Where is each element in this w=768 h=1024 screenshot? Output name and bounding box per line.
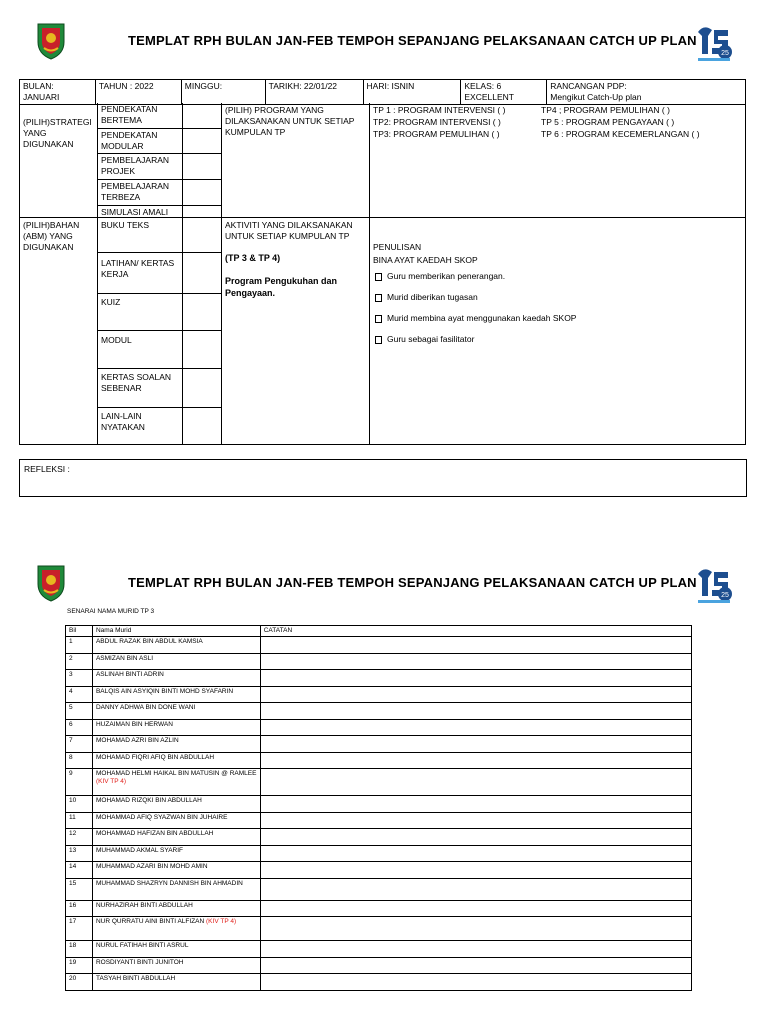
table-row — [66, 812, 692, 829]
list-title: SENARAI NAMA MURID TP 3 — [67, 608, 155, 615]
student-name: ASLINAH BINTI ADRIN — [95, 671, 164, 678]
rph-body — [19, 103, 746, 445]
strategi-item: PENDEKATAN MODULAR — [101, 130, 158, 151]
bil-cell: 7 — [66, 736, 93, 753]
table-row — [66, 829, 692, 846]
bina-ayat-heading: BINA AYAT KAEDAH SKOP — [373, 255, 478, 265]
student-name: MOHAMAD FIQRI AFIQ BIN ABDULLAH — [95, 753, 215, 761]
column-header: CATATAN — [260, 626, 691, 637]
catatan-cell[interactable] — [260, 670, 691, 687]
bil-cell: 17 — [66, 917, 93, 941]
table-row — [66, 974, 692, 991]
tp-option: TP 1 : PROGRAM INTERVENSI ( ) — [373, 105, 506, 115]
bulan-cell: BULAN: JANUARI — [20, 80, 96, 105]
catatan-cell[interactable] — [260, 703, 691, 720]
student-name: ASMIZAN BIN ASLI — [95, 654, 154, 662]
program-label: (PILIH) PROGRAM YANG DILAKSANAKAN UNTUK SETIAP KUMPULAN TP — [225, 105, 355, 137]
bil-cell: 3 — [66, 670, 93, 687]
table-row — [66, 878, 692, 900]
tsa25-logo-icon — [694, 564, 734, 606]
bahan-item: KUIZ — [101, 297, 121, 307]
tp-option: TP 6 : PROGRAM KECEMERLANGAN ( ) — [541, 129, 700, 139]
catatan-cell[interactable] — [260, 752, 691, 769]
student-name-cell — [92, 686, 260, 703]
tsa25-logo-icon — [694, 22, 734, 64]
penulisan-heading: PENULISAN — [373, 242, 422, 252]
catatan-cell[interactable] — [260, 862, 691, 879]
svg-text:25: 25 — [721, 50, 729, 57]
hari-cell: HARI: ISNIN — [363, 80, 461, 105]
student-name-cell — [92, 637, 260, 654]
rancangan-cell — [547, 80, 746, 105]
student-name: ABDUL RAZAK BIN ABDUL KAMSIA — [95, 638, 203, 645]
catatan-cell[interactable] — [260, 736, 691, 753]
student-name-cell — [92, 703, 260, 720]
table-row — [66, 736, 692, 753]
table-row — [66, 957, 692, 974]
tp-option: TP4 ; PROGRAM PEMULIHAN ( ) — [541, 105, 670, 115]
column-header: Bil — [66, 626, 93, 637]
catatan-cell[interactable] — [260, 917, 691, 941]
tp-program-list — [373, 105, 711, 139]
minggu-cell: MINGGU: — [181, 80, 265, 105]
catatan-cell[interactable] — [260, 941, 691, 958]
bullet-box-icon — [375, 336, 382, 344]
catatan-cell[interactable] — [260, 796, 691, 813]
rancangan-value: Mengikut Catch-Up plan — [550, 92, 642, 102]
tp-option: TP3: PROGRAM PEMULIHAN ( ) — [373, 129, 500, 139]
strategi-item: PENDEKATAN BERTEMA — [101, 104, 158, 125]
catatan-cell[interactable] — [260, 900, 691, 917]
student-name: TASYAH BINTI ABDULLAH — [95, 975, 176, 982]
bil-cell: 14 — [66, 862, 93, 879]
catatan-cell[interactable] — [260, 957, 691, 974]
table-row — [66, 845, 692, 862]
student-name-cell — [92, 719, 260, 736]
bullet-box-icon — [375, 294, 382, 302]
student-name-cell — [92, 736, 260, 753]
student-name-cell — [92, 917, 260, 941]
step-text: Guru memberikan penerangan. — [387, 271, 506, 281]
refleksi-box — [19, 459, 747, 497]
bil-cell: 2 — [66, 653, 93, 670]
student-name-cell — [92, 941, 260, 958]
student-name-cell — [92, 974, 260, 991]
student-name: MUHAMMAD SHAZRYN DANNISH BIN AHMADIN — [95, 879, 243, 887]
student-name: MOHAMMAD HAFIZAN BIN ABDULLAH — [95, 830, 214, 837]
table-row — [66, 703, 692, 720]
refleksi-label: REFLEKSI : — [24, 464, 70, 474]
student-name: MUHAMMAD AZARI BIN MOHD AMIN — [95, 863, 208, 870]
table-row — [66, 769, 692, 796]
school-crest-icon — [36, 22, 66, 60]
kiv-note: (KIV TP 4) — [206, 918, 237, 925]
rph-table — [19, 79, 746, 105]
aktiviti-label: AKTIVITI YANG DILAKSANAKAN UNTUK SETIAP KUMPULAN TP — [225, 220, 353, 241]
table-row — [66, 862, 692, 879]
catatan-cell[interactable] — [260, 719, 691, 736]
student-name-cell — [92, 752, 260, 769]
student-name: NURUL FATIHAH BINTI ASRUL — [95, 942, 189, 949]
catatan-cell[interactable] — [260, 686, 691, 703]
student-name: BALQIS AIN ASYIQIN BINTI MOHD SYAFARIN — [95, 687, 234, 695]
kiv-note: (KIV TP 4) — [95, 778, 127, 785]
bil-cell: 5 — [66, 703, 93, 720]
table-row — [66, 796, 692, 813]
student-name-cell — [92, 769, 260, 796]
bil-cell: 18 — [66, 941, 93, 958]
strategi-item: PEMBELAJARAN TERBEZA — [101, 181, 170, 202]
catatan-cell[interactable] — [260, 769, 691, 796]
table-row — [66, 752, 692, 769]
bil-cell: 8 — [66, 752, 93, 769]
bullet-box-icon — [375, 273, 382, 281]
school-crest-icon — [36, 564, 66, 602]
table-row — [66, 670, 692, 687]
bil-cell: 20 — [66, 974, 93, 991]
student-name: NURHAZIRAH BINTI ABDULLAH — [95, 901, 193, 909]
tp-option: TP 5 : PROGRAM PENGAYAAN ( ) — [541, 117, 675, 127]
strategi-list — [98, 103, 221, 219]
tahun-cell: TAHUN : 2022 — [95, 80, 181, 105]
student-name-cell — [92, 829, 260, 846]
student-name-cell — [92, 670, 260, 687]
student-name: NUR QURRATU AINI BINTI ALFIZAN — [95, 918, 205, 925]
tarikh-cell: TARIKH: 22/01/22 — [265, 80, 363, 105]
catatan-cell[interactable] — [260, 878, 691, 900]
table-row — [66, 719, 692, 736]
bil-cell: 11 — [66, 812, 93, 829]
svg-text:25: 25 — [721, 592, 729, 599]
bil-cell: 15 — [66, 878, 93, 900]
student-name-cell — [92, 900, 260, 917]
table-row — [66, 941, 692, 958]
student-name: MOHAMMAD AFIQ SYAZWAN BIN JUHAIRE — [95, 813, 228, 821]
student-table — [65, 625, 692, 991]
catatan-cell[interactable] — [260, 637, 691, 654]
page-title: TEMPLAT RPH BULAN JAN-FEB TEMPOH SEPANJANG PELAKSANAAN CATCH UP PLAN — [128, 33, 697, 48]
catatan-cell[interactable] — [260, 812, 691, 829]
student-name: HUZAIMAN BIN HERWAN — [95, 720, 173, 728]
table-row — [66, 686, 692, 703]
catatan-cell[interactable] — [260, 845, 691, 862]
bahan-item: BUKU TEKS — [101, 220, 150, 230]
student-name-cell — [92, 653, 260, 670]
strategi-item: PEMBELAJARAN PROJEK — [101, 155, 170, 176]
student-name-cell — [92, 878, 260, 900]
table-row — [66, 917, 692, 941]
catatan-cell[interactable] — [260, 653, 691, 670]
bil-cell: 4 — [66, 686, 93, 703]
student-name: MOHAMAD AZRI BIN AZLIN — [95, 737, 179, 744]
student-name-cell — [92, 812, 260, 829]
table-row — [66, 637, 692, 654]
student-name: ROSDIYANTI BINTI JUNITOH — [95, 958, 184, 966]
bahan-item: KERTAS SOALAN SEBENAR — [101, 372, 172, 393]
student-name: MUHAMMAD AKMAL SYARIF — [95, 846, 184, 854]
page-title: TEMPLAT RPH BULAN JAN-FEB TEMPOH SEPANJANG PELAKSANAAN CATCH UP PLAN — [128, 575, 697, 590]
student-name-cell — [92, 862, 260, 879]
rancangan-label: RANCANGAN PDP: — [550, 81, 627, 91]
student-name: MOHAMAD RIZQKI BIN ABDULLAH — [95, 797, 202, 804]
step-text: Murid membina ayat menggunakan kaedah SKOP — [387, 313, 577, 323]
bil-cell: 12 — [66, 829, 93, 846]
student-rows — [66, 637, 692, 991]
bil-cell: 6 — [66, 719, 93, 736]
aktiviti-tp: (TP 3 & TP 4) — [225, 253, 281, 263]
student-name: DANNY ADHWA BIN DONE WANI — [95, 704, 196, 711]
table-row — [66, 900, 692, 917]
bahan-label: (PILIH)BAHAN (ABM) YANG DIGUNAKAN — [23, 220, 80, 252]
catatan-cell[interactable] — [260, 829, 691, 846]
strategi-item: SIMULASI AMALI — [101, 207, 169, 217]
bil-cell: 13 — [66, 845, 93, 862]
bil-cell: 19 — [66, 957, 93, 974]
bahan-item: MODUL — [101, 335, 132, 345]
kelas-cell: KELAS: 6 EXCELLENT — [461, 80, 547, 105]
bullet-box-icon — [375, 315, 382, 323]
steps-list — [375, 271, 576, 351]
bahan-list — [98, 218, 221, 446]
bahan-item: LAIN-LAIN NYATAKAN — [101, 411, 145, 432]
step-text: Murid diberikan tugasan — [387, 292, 478, 302]
bil-cell: 16 — [66, 900, 93, 917]
bil-cell: 9 — [66, 769, 93, 796]
tp-option: TP2: PROGRAM INTERVENSI ( ) — [373, 117, 501, 127]
aktiviti-program: Program Pengukuhan dan Pengayaan. — [225, 276, 338, 298]
column-header: Nama Murid — [92, 626, 260, 637]
bahan-item: LATIHAN/ KERTAS KERJA — [101, 258, 175, 279]
bil-cell: 1 — [66, 637, 93, 654]
student-name-cell — [92, 845, 260, 862]
student-name-cell — [92, 957, 260, 974]
table-row — [66, 653, 692, 670]
catatan-cell[interactable] — [260, 974, 691, 991]
strategi-label: (PILIH)STRATEGI YANG DIGUNAKAN — [23, 117, 92, 149]
bil-cell: 10 — [66, 796, 93, 813]
student-name-cell — [92, 796, 260, 813]
step-text: Guru sebagai fasilitator — [387, 334, 475, 344]
student-name: MOHAMAD HELMI HAIKAL BIN MATUSIN @ RAMLEE — [95, 770, 257, 777]
